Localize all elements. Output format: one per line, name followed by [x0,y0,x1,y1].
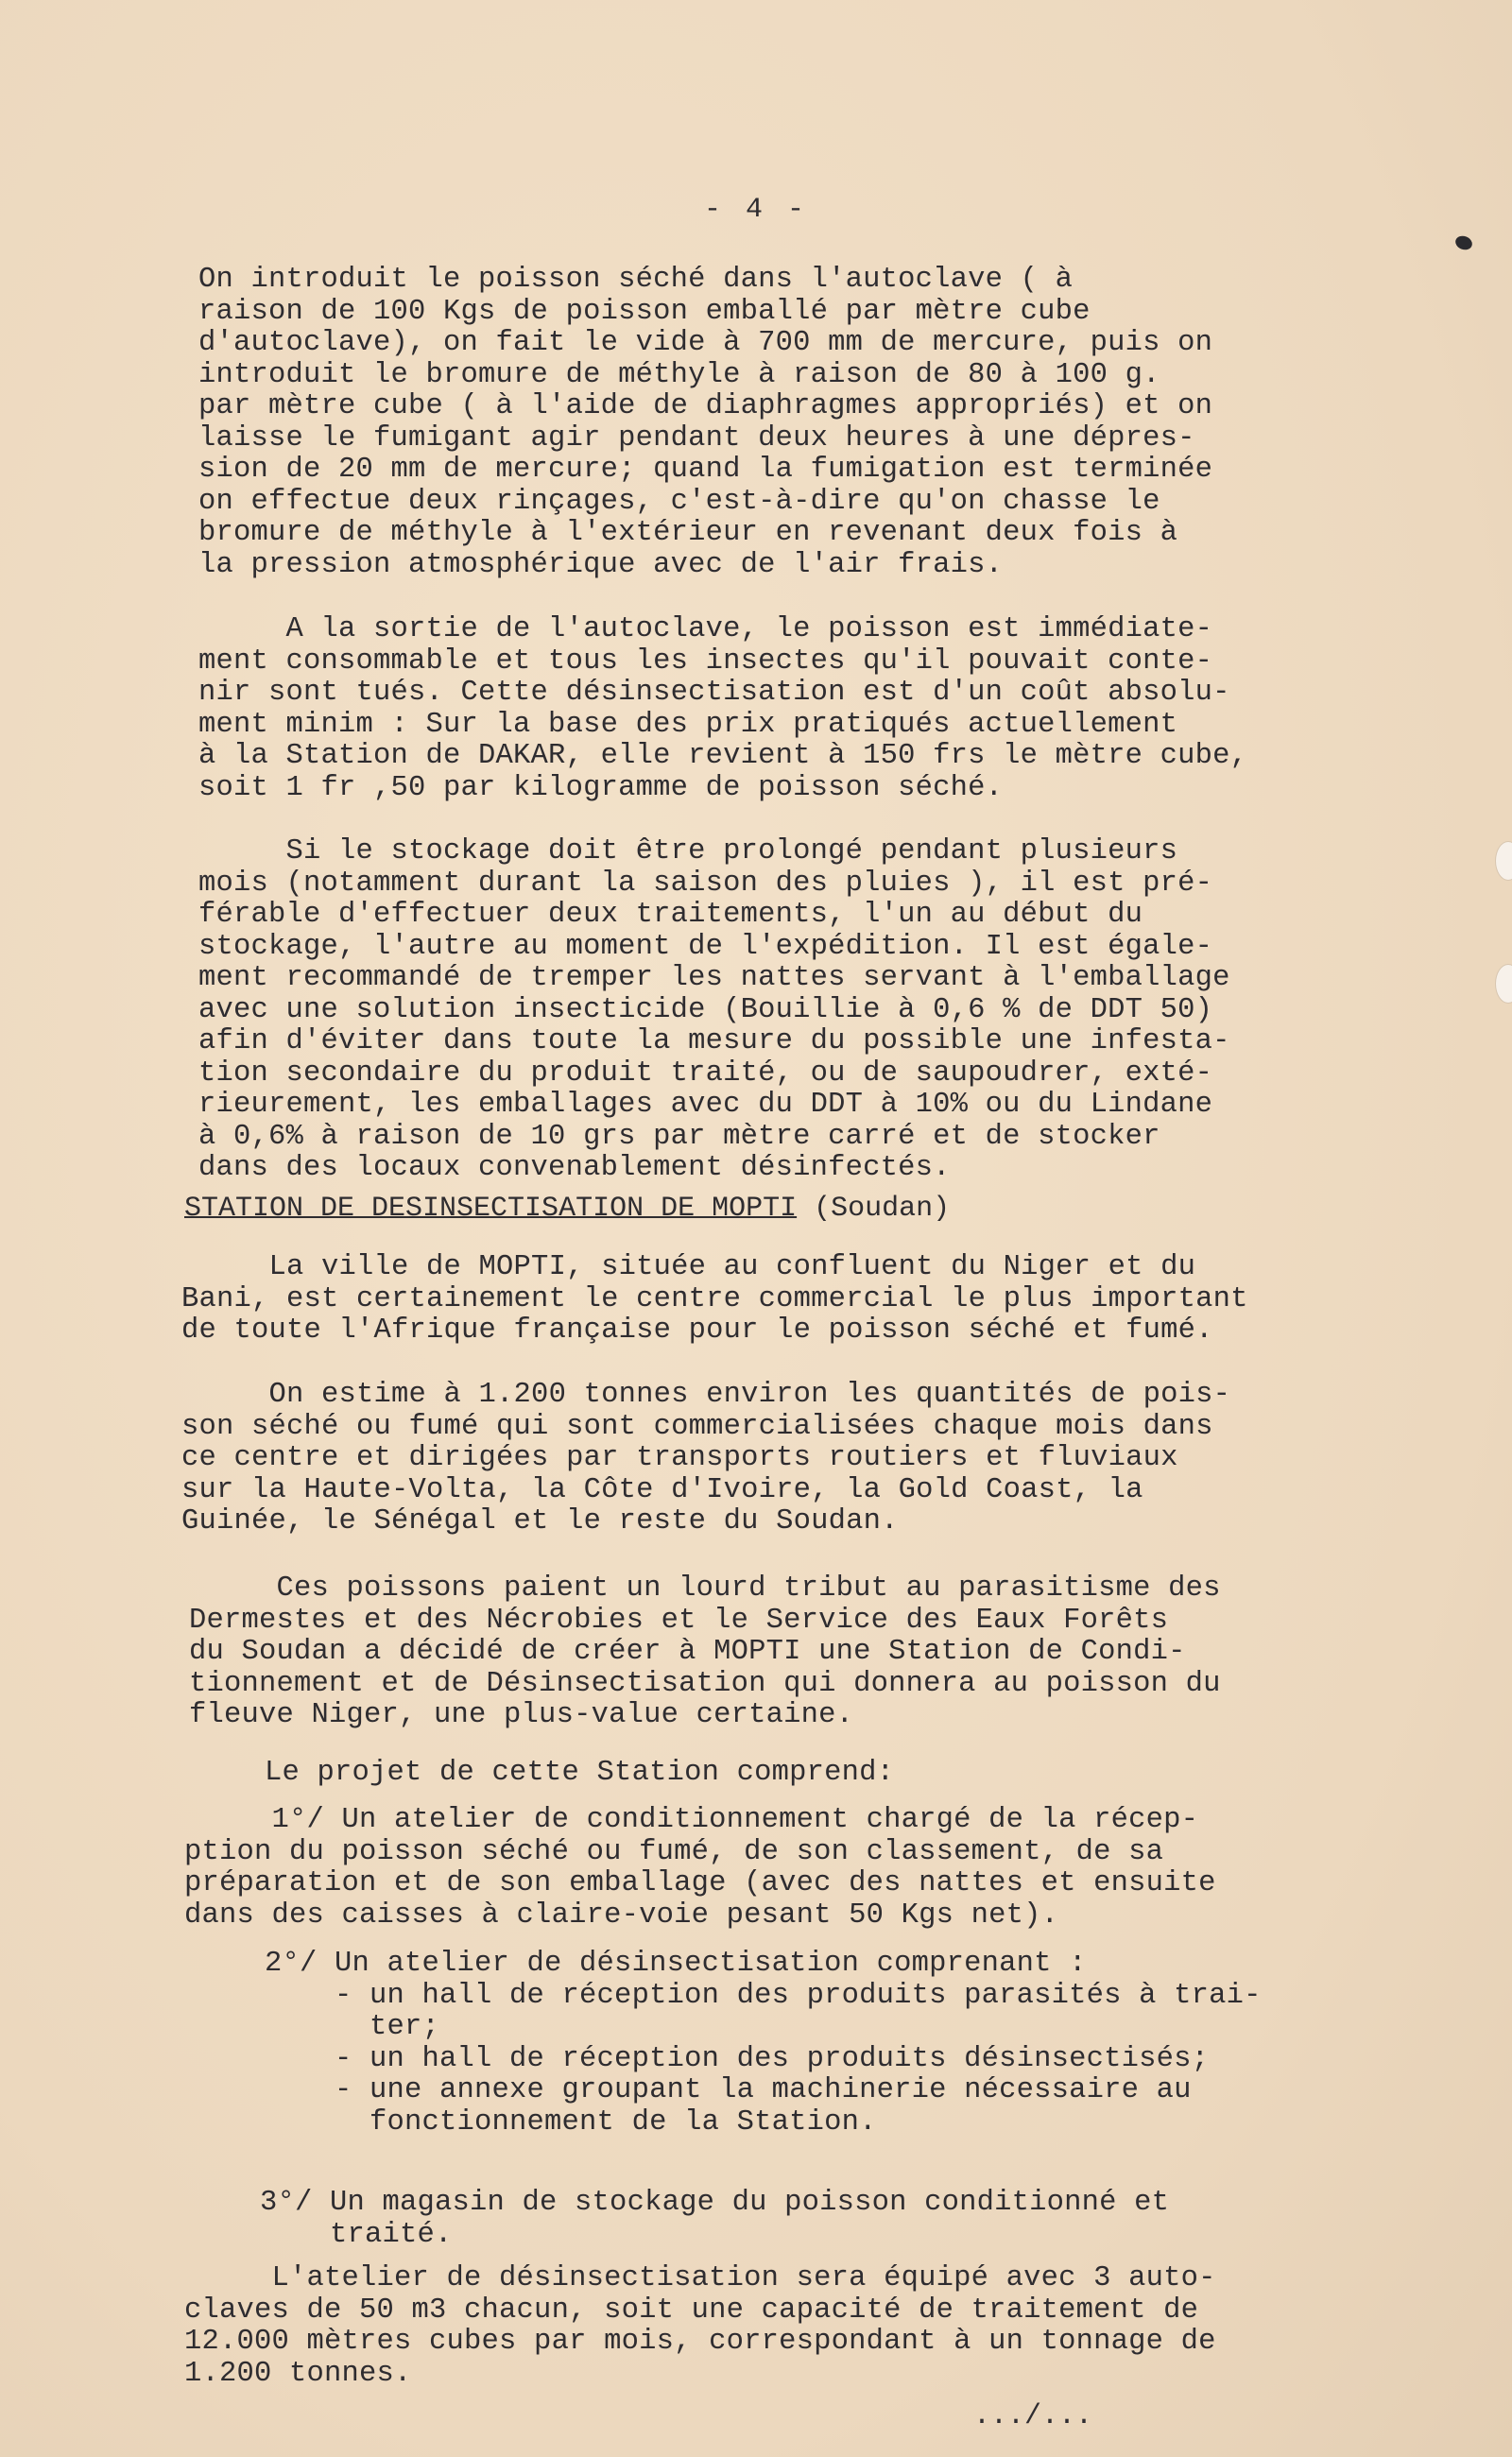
paragraph-storage: Si le stockage doit être prolongé pendant plusieurs mois (notamment durant la saison des pluies ), il est pré- férable d'effectuer deux traitements, l'un au début du stockage, l'autre au moment de l'expédition. Il est égale- ment recommandé de tremper les nattes servant à l'emballage avec une solution insecticide (Bouillie à 0,6 % de DDT 50) afin d'éviter dans toute la mesure du possible une infesta- tion secondaire du produit traité, ou de saupoudrer, exté- rieurement, les emballages avec du DDT à 10% ou du Lindane à 0,6% à raison de 10 grs par mètre carré et de stocker dans des locaux convenablement désinfectés. [198,835,1230,1184]
list-item-1: 1°/ Un atelier de conditionnement chargé de la récep- ption du poisson séché ou fumé, de son classement, de sa préparation et de son emballage (avec des nattes et ensuite dans des caisses à claire-voie pesant 50 Kgs net). [184,1804,1216,1932]
page-number: - 4 - [703,194,808,226]
punch-hole [1495,964,1512,1004]
paragraph-project: Le projet de cette Station comprend: [265,1757,895,1789]
paragraph-autoclave-procedure: On introduit le poisson séché dans l'autoclave ( à raison de 100 Kgs de poisson emballé par mètre cube d'autoclave), on fait le vide à 700 mm de mercure, puis on introduit le bromure de méthyle à raison de 80 à 100 g. par mètre cube ( à l'aide de diaphragmes appropriés) et on laisse le fumigant agir pendant deux heures à une dépres- sion de 20 mm de mercure; quand la fumigation est terminée on effectue deux rinçages, c'est-à-dire qu'on chasse le bromure de méthyle à l'extérieur en revenant deux fois à la pression atmosphérique avec de l'air frais. [198,264,1213,581]
paragraph-mopti: La ville de MOPTI, située au confluent du Niger et du Bani, est certainement le centre commercial le plus important de toute l'Afrique française pour le poisson séché et fumé. [181,1251,1248,1347]
list-item-3: 3°/ Un magasin de stockage du poisson conditionné et traité. [260,2187,1170,2251]
paragraph-tonnage: On estime à 1.200 tonnes environ les quantités de pois- son séché ou fumé qui sont commercialisées chaque mois dans ce centre et dirigées par transports routiers et fluviaux sur la Haute-Volta, la Côte d'Ivoire, la Gold Coast, la Guinée, le Sénégal et le reste du Soudan. [181,1379,1231,1538]
punch-hole [1495,841,1512,881]
list-item-2: 2°/ Un atelier de désinsectisation comprenant : - un hall de réception des produits parasités à trai- ter; - un hall de réception des produits désinsectisés; - une annexe groupant la machinerie nécessaire au fonctionnement de la Station. [265,1948,1262,2139]
paragraph-exit-autoclave: A la sortie de l'autoclave, le poisson est immédiate- ment consommable et tous les insectes qu'il pouvait conte- nir sont tués. Cette désinsectisation est d'un coût absolu- ment minim : Sur la base des prix pratiqués actuellement à la Station de DAKAR, elle revient à 150 frs le mètre cube, soit 1 fr ,50 par kilogramme de poisson séché. [198,613,1248,804]
section-heading-suffix: (Soudan) [797,1193,951,1225]
section-heading-title: STATION DE DESINSECTISATION DE MOPTI [184,1193,798,1225]
paragraph-parasites: Ces poissons paient un lourd tribut au parasitisme des Dermestes et des Nécrobies et le Service des Eaux Forêts du Soudan a décidé de créer à MOPTI une Station de Condi- tionnement et de Désinsectisation qui donnera au poisson du fleuve Niger, une plus-value certaine. [189,1572,1221,1731]
section-heading [184,1193,950,1225]
continuation-mark: .../... [973,2400,1093,2432]
ink-spot [1453,233,1474,251]
paragraph-capacity: L'atelier de désinsectisation sera équipé avec 3 auto- claves de 50 m3 chacun, soit une capacité de traitement de 12.000 mètres cubes par mois, correspondant à un tonnage de 1.200 tonnes. [184,2262,1216,2390]
